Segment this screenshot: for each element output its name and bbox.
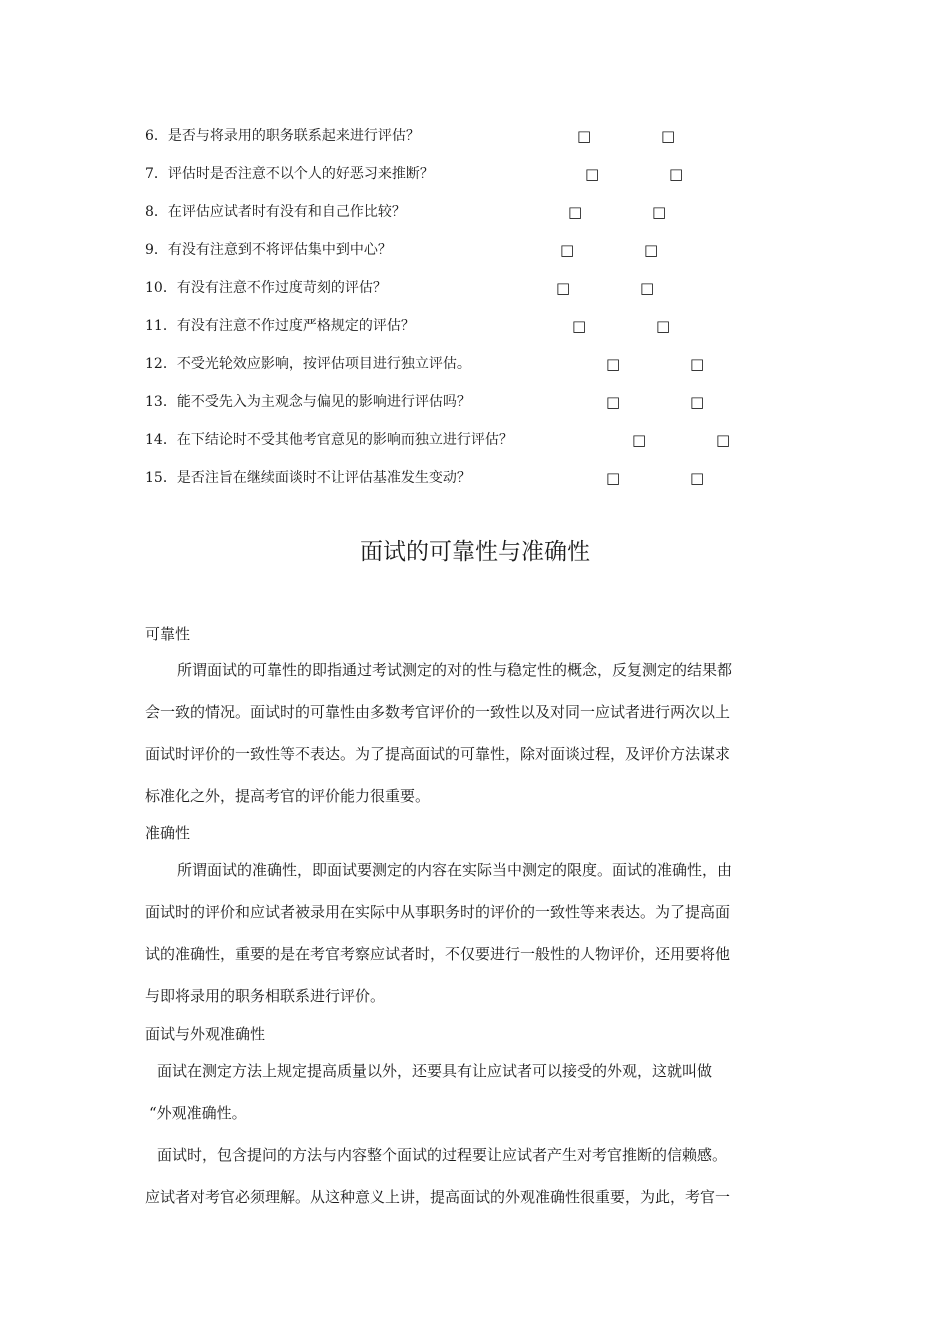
checkbox-yes[interactable]: □: [606, 355, 621, 373]
paragraph-line: “外观准确性。: [149, 1104, 247, 1122]
checklist-item-text: 8．在评估应试者时有没有和自己作比较？: [145, 204, 406, 220]
checklist-item-7: [145, 164, 434, 184]
checklist-item-6: [145, 126, 420, 146]
paragraph-line: 会一致的情况。面试时的可靠性由多数考官评价的一致性以及对同一应试者进行两次以上: [145, 703, 731, 721]
accuracy-paragraph: [145, 860, 800, 1028]
checklist-item-text: 12．不受光轮效应影响，按评估项目进行独立评估。: [145, 356, 471, 372]
checklist-item-13: [145, 392, 471, 412]
paragraph-line: 面试时的评价和应试者被录用在实际中从事职务时的评价的一致性等来表达。为了提高面: [145, 903, 731, 921]
checklist-item-10: [145, 278, 387, 298]
checkbox-yes[interactable]: □: [568, 203, 583, 221]
checklist-item-text: 14．在下结论时不受其他考官意见的影响而独立进行评估？: [145, 432, 513, 448]
checklist-item-text: 15．是否注旨在继续面谈时不让评估基准发生变动？: [145, 470, 471, 486]
reliability-heading: 可靠性: [145, 625, 191, 643]
checklist-item-text: 11．有没有注意不作过度严格规定的评估？: [145, 318, 415, 334]
checkbox-no[interactable]: □: [661, 127, 676, 145]
face-validity-paragraph: [145, 1061, 800, 1229]
checklist-item-12: [145, 354, 471, 374]
checkbox-no[interactable]: □: [690, 469, 705, 487]
checklist-item-text: 10．有没有注意不作过度苛刻的评估？: [145, 280, 387, 296]
checkbox-no[interactable]: □: [690, 393, 705, 411]
checkbox-no[interactable]: □: [652, 203, 667, 221]
checklist-item-14: [145, 430, 513, 450]
paragraph-line: 与即将录用的职务相联系进行评价。: [145, 987, 386, 1005]
paragraph-line: 面试在测定方法上规定提高质量以外，还要具有让应试者可以接受的外观，这就叫做: [157, 1062, 713, 1080]
checkbox-no[interactable]: □: [716, 431, 731, 449]
paragraph-line: 标准化之外，提高考官的评价能力很重要。: [145, 787, 431, 805]
face-validity-heading: 面试与外观准确性: [145, 1025, 266, 1043]
paragraph-line: 所谓面试的可靠性的即指通过考试测定的对的性与稳定性的概念，反复测定的结果都: [177, 661, 733, 679]
paragraph-line: 所谓面试的准确性，即面试要测定的内容在实际当中测定的限度。面试的准确性，由: [177, 861, 733, 879]
checkbox-no[interactable]: □: [644, 241, 659, 259]
checkbox-yes[interactable]: □: [606, 393, 621, 411]
accuracy-heading: 准确性: [145, 824, 191, 842]
paragraph-line: 面试时，包含提问的方法与内容整个面试的过程要让应试者产生对考官推断的信赖感。: [157, 1146, 728, 1164]
checkbox-yes[interactable]: □: [585, 165, 600, 183]
checklist-item-text: 6．是否与将录用的职务联系起来进行评估？: [145, 128, 420, 144]
paragraph-line: 试的准确性，重要的是在考官考察应试者时，不仅要进行一般性的人物评价，还用要将他: [145, 945, 731, 963]
checklist-item-9: [145, 240, 392, 260]
checkbox-no[interactable]: □: [690, 355, 705, 373]
paragraph-line: 应试者对考官必须理解。从这种意义上讲，提高面试的外观准确性很重要，为此，考官一: [145, 1188, 731, 1206]
checklist-item-8: [145, 202, 406, 222]
checkbox-yes[interactable]: □: [556, 279, 571, 297]
checkbox-no[interactable]: □: [669, 165, 684, 183]
checkbox-yes[interactable]: □: [632, 431, 647, 449]
checklist-item-11: [145, 316, 415, 336]
checkbox-no[interactable]: □: [640, 279, 655, 297]
section-title: 面试的可靠性与准确性: [360, 539, 590, 565]
checkbox-yes[interactable]: □: [606, 469, 621, 487]
reliability-paragraph: [145, 660, 800, 828]
checkbox-yes[interactable]: □: [577, 127, 592, 145]
paragraph-line: 面试时评价的一致性等不表达。为了提高面试的可靠性，除对面谈过程，及评价方法谋求: [145, 745, 731, 763]
checklist-item-text: 13．能不受先入为主观念与偏见的影响进行评估吗？: [145, 394, 471, 410]
checklist-item-text: 7．评估时是否注意不以个人的好恶习来推断？: [145, 166, 434, 182]
checkbox-yes[interactable]: □: [572, 317, 587, 335]
checklist-item-text: 9．有没有注意到不将评估集中到中心？: [145, 242, 392, 258]
checklist-item-15: [145, 468, 471, 488]
checkbox-yes[interactable]: □: [560, 241, 575, 259]
checkbox-no[interactable]: □: [656, 317, 671, 335]
